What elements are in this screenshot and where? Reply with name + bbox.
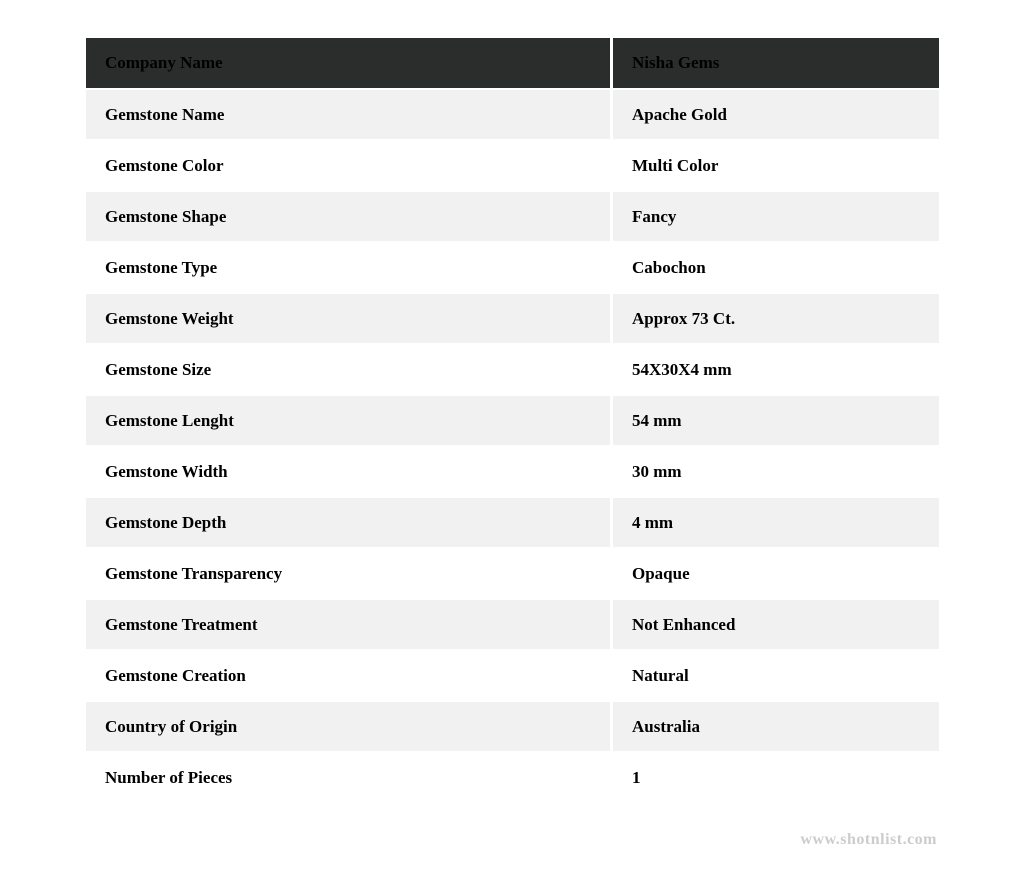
spec-label: Country of Origin [86,702,613,753]
spec-value: 54 mm [613,396,939,447]
spec-value: Fancy [613,192,939,243]
spec-value: Apache Gold [613,90,939,141]
gemstone-spec-table [86,38,939,804]
table-row [86,549,939,600]
spec-label: Gemstone Size [86,345,613,396]
spec-value: 30 mm [613,447,939,498]
table-row [86,90,939,141]
table-row [86,294,939,345]
spec-label: Number of Pieces [86,753,613,804]
spec-label: Gemstone Weight [86,294,613,345]
spec-value: Not Enhanced [613,600,939,651]
spec-label: Gemstone Color [86,141,613,192]
table-row [86,345,939,396]
spec-label: Gemstone Type [86,243,613,294]
table-row [86,753,939,804]
spec-label: Gemstone Shape [86,192,613,243]
table-row [86,192,939,243]
spec-value: Multi Color [613,141,939,192]
table-row [86,498,939,549]
spec-value: Approx 73 Ct. [613,294,939,345]
watermark-text: www.shotnlist.com [800,831,937,848]
table-row [86,651,939,702]
spec-value: Australia [613,702,939,753]
table-row [86,447,939,498]
spec-value: Opaque [613,549,939,600]
table-row [86,600,939,651]
table-row [86,396,939,447]
spec-value: Cabochon [613,243,939,294]
table-row [86,702,939,753]
spec-value: Natural [613,651,939,702]
table-header-row [86,38,939,90]
spec-value: 4 mm [613,498,939,549]
spec-label: Gemstone Width [86,447,613,498]
spec-label: Gemstone Creation [86,651,613,702]
spec-label: Gemstone Transparency [86,549,613,600]
header-label-cell: Company Name [86,38,613,90]
table-row [86,141,939,192]
table-row [86,243,939,294]
spec-value: 1 [613,753,939,804]
spec-label: Gemstone Name [86,90,613,141]
spec-label: Gemstone Depth [86,498,613,549]
spec-label: Gemstone Lenght [86,396,613,447]
spec-value: 54X30X4 mm [613,345,939,396]
spec-label: Gemstone Treatment [86,600,613,651]
header-value-cell: Nisha Gems [613,38,939,90]
